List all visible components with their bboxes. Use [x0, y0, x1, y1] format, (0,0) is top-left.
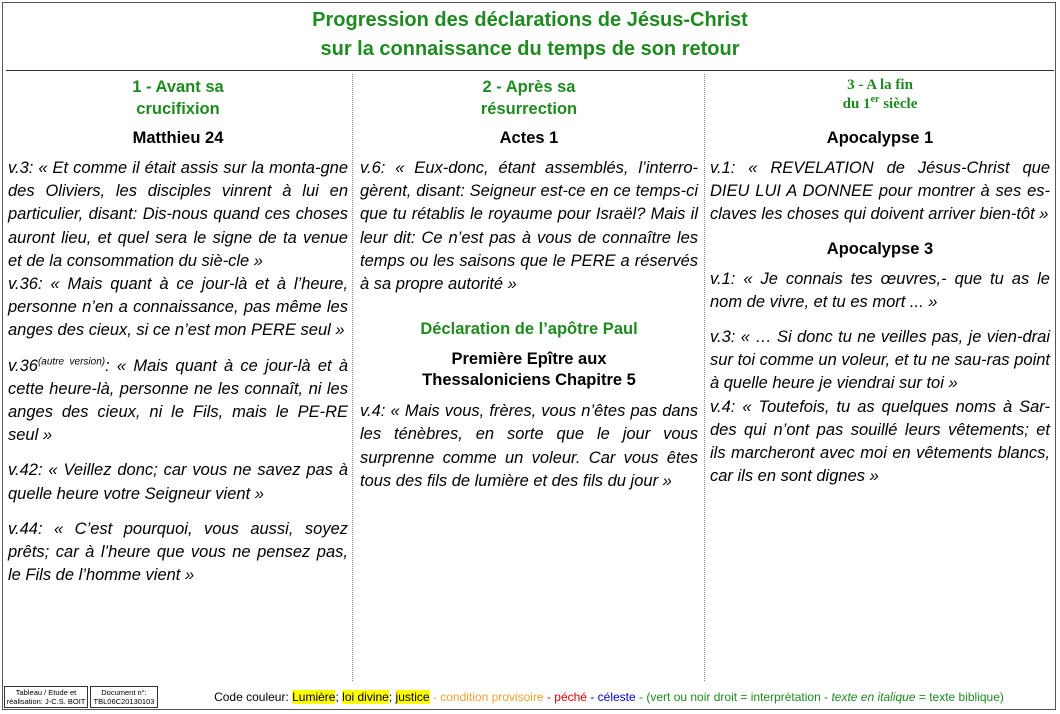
author-line-2: réalisation: J-C.S. BOIT	[6, 697, 86, 706]
book-apocalypse-3: Apocalypse 3	[826, 239, 934, 258]
book-title-line-2: Thessaloniciens Chapitre 5	[422, 371, 636, 390]
legend-sep: ;	[335, 690, 343, 704]
column-divider-1	[352, 74, 353, 681]
verse-matthieu-36: v.36: « Mais quant à ce jour-là et à l’heure, personne n’en a connaissance, pas même les anges des cieux, si ce n’est mon PERE seul »	[8, 275, 348, 340]
legend-celeste: céleste	[597, 690, 636, 704]
legend-vert: (vert ou noir droit	[646, 690, 738, 704]
legend-sep: -	[543, 690, 555, 704]
footer	[4, 686, 1056, 709]
document-number-value: TBL06C20130103	[93, 697, 155, 706]
column-3-heading-line-1: 3 - A la fin	[847, 77, 913, 93]
book-1-thessaloniciens-5	[360, 349, 698, 391]
legend-loi-divine: loi divine	[342, 690, 389, 704]
legend-texte-biblique: = texte biblique)	[915, 690, 1004, 704]
legend-justice: justice	[395, 690, 430, 704]
verse-matthieu-36-alt	[8, 355, 348, 448]
verse-matthieu-44: v.44: « C’est pourquoi, vous aussi, soyez prêts; car à l’heure que vous ne pensez pas, le Fils de l’homme vient »	[8, 519, 348, 585]
legend-interpretation: = interprétation -	[737, 690, 832, 704]
verse-thessaloniciens-4: v.4: « Mais vous, frères, vous n’êtes pas dans les ténèbres, en sorte que le jour vous surprenne comme un voleur. Car vous êtes tous des fils de lumière et des fils du jour »	[360, 402, 698, 490]
header-divider	[6, 70, 1054, 71]
color-code-legend	[164, 690, 1054, 705]
legend-sep: -	[429, 690, 441, 704]
heading-part: siècle	[879, 96, 918, 112]
version-note: (autre version)	[37, 356, 106, 368]
column-end-first-century	[710, 76, 1050, 488]
book-apocalypse-1: Apocalypse 1	[826, 129, 934, 147]
column-1-heading-line-2: crucifixion	[136, 100, 220, 118]
column-1-heading-line-1: 1 - Avant sa	[132, 78, 224, 96]
column-divider-2	[704, 74, 705, 681]
legend-label: Code couleur:	[214, 690, 293, 704]
legend-peche: péché	[554, 690, 587, 704]
author-box	[4, 686, 88, 708]
column-before-crucifixion	[8, 76, 348, 587]
verse-actes-6: v.6: « Eux-donc, étant assemblés, l’interro-gèrent, disant: Seigneur est-ce en ce temps-ci que tu rétablis le royaume pour Israël? Mais il leur dit: Ce n’est pas à vous de connaître les temps ou les saisons que le PERE a réservés à sa propre autorité »	[360, 159, 698, 294]
verse-matthieu-3: v.3: « Et comme il était assis sur la monta-gne des Oliviers, les disciples vinrent à lui en particulier, disant: Dis-nous quand ces choses auront lieu, et quel sera le signe de ta venue et de la consommation du siè-cle »	[8, 159, 348, 270]
book-title-line-1: Première Epître aux	[451, 350, 607, 369]
paul-declaration-heading: Déclaration de l’apôtre Paul	[420, 320, 638, 339]
document-number-label: Document n°:	[101, 688, 147, 697]
verse-apocalypse-3-3: v.3: « … Si donc tu ne veilles pas, je vien-drai sur toi comme un voleur, et tu ne sau-ras point à quelle heure je viendrai sur toi »	[710, 328, 1050, 393]
title-line-2: sur la connaissance du temps de son retour	[320, 38, 740, 60]
legend-sep: ;	[388, 690, 396, 704]
verse-apocalypse-3-1: v.1: « Je connais tes œuvres,- que tu as le nom de vivre, et tu es mort ... »	[710, 269, 1050, 311]
title-line-1: Progression des déclarations de Jésus-Christ	[312, 9, 748, 31]
legend-condition-provisoire: condition provisoire	[440, 690, 544, 704]
legend-sep: -	[635, 690, 647, 704]
column-2-heading-line-1: 2 - Après sa	[482, 78, 576, 96]
book-actes-1: Actes 1	[499, 129, 559, 147]
column-1-heading	[8, 76, 348, 120]
verse-ref: v.36	[8, 356, 38, 375]
column-3-heading-line-2	[710, 95, 1050, 114]
verse-apocalypse-3-4: v.4: « Toutefois, tu as quelques noms à Sar-des qui n’ont pas souillé leurs vêtements; et ils marcheront avec moi en vêtements blancs, car ils en sont dignes »	[710, 397, 1050, 486]
verse-apocalypse-1-1: v.1: « REVELATION de Jésus-Christ que DIEU LUI A DONNEE pour montrer à ses es-claves les choses qui doivent arriver bien-tôt »	[710, 159, 1050, 224]
legend-sep: -	[586, 690, 598, 704]
verse-text: : « Mais quant à ce jour-là et à cette heure-là, personne ne les connaît, ni les anges des cieux, ni le Fils, mais le PE-RE seul »	[8, 356, 348, 445]
column-2-heading	[360, 76, 698, 120]
verse-matthieu-42: v.42: « Veillez donc; car vous ne savez pas à quelle heure votre Seigneur vient »	[8, 461, 348, 503]
page-title	[0, 6, 1060, 64]
document-number-box	[90, 686, 158, 708]
author-line-1: Tableau / Etude et	[15, 688, 77, 697]
column-after-resurrection	[360, 76, 698, 493]
column-3-heading	[710, 76, 1050, 114]
legend-lumiere: Lumière	[292, 690, 336, 704]
heading-part: du 1	[842, 96, 871, 112]
book-matthieu-24: Matthieu 24	[132, 129, 224, 147]
ordinal-suffix: er	[870, 94, 880, 105]
column-2-heading-line-2: résurrection	[480, 100, 578, 118]
legend-italique: texte en italique	[831, 690, 916, 704]
